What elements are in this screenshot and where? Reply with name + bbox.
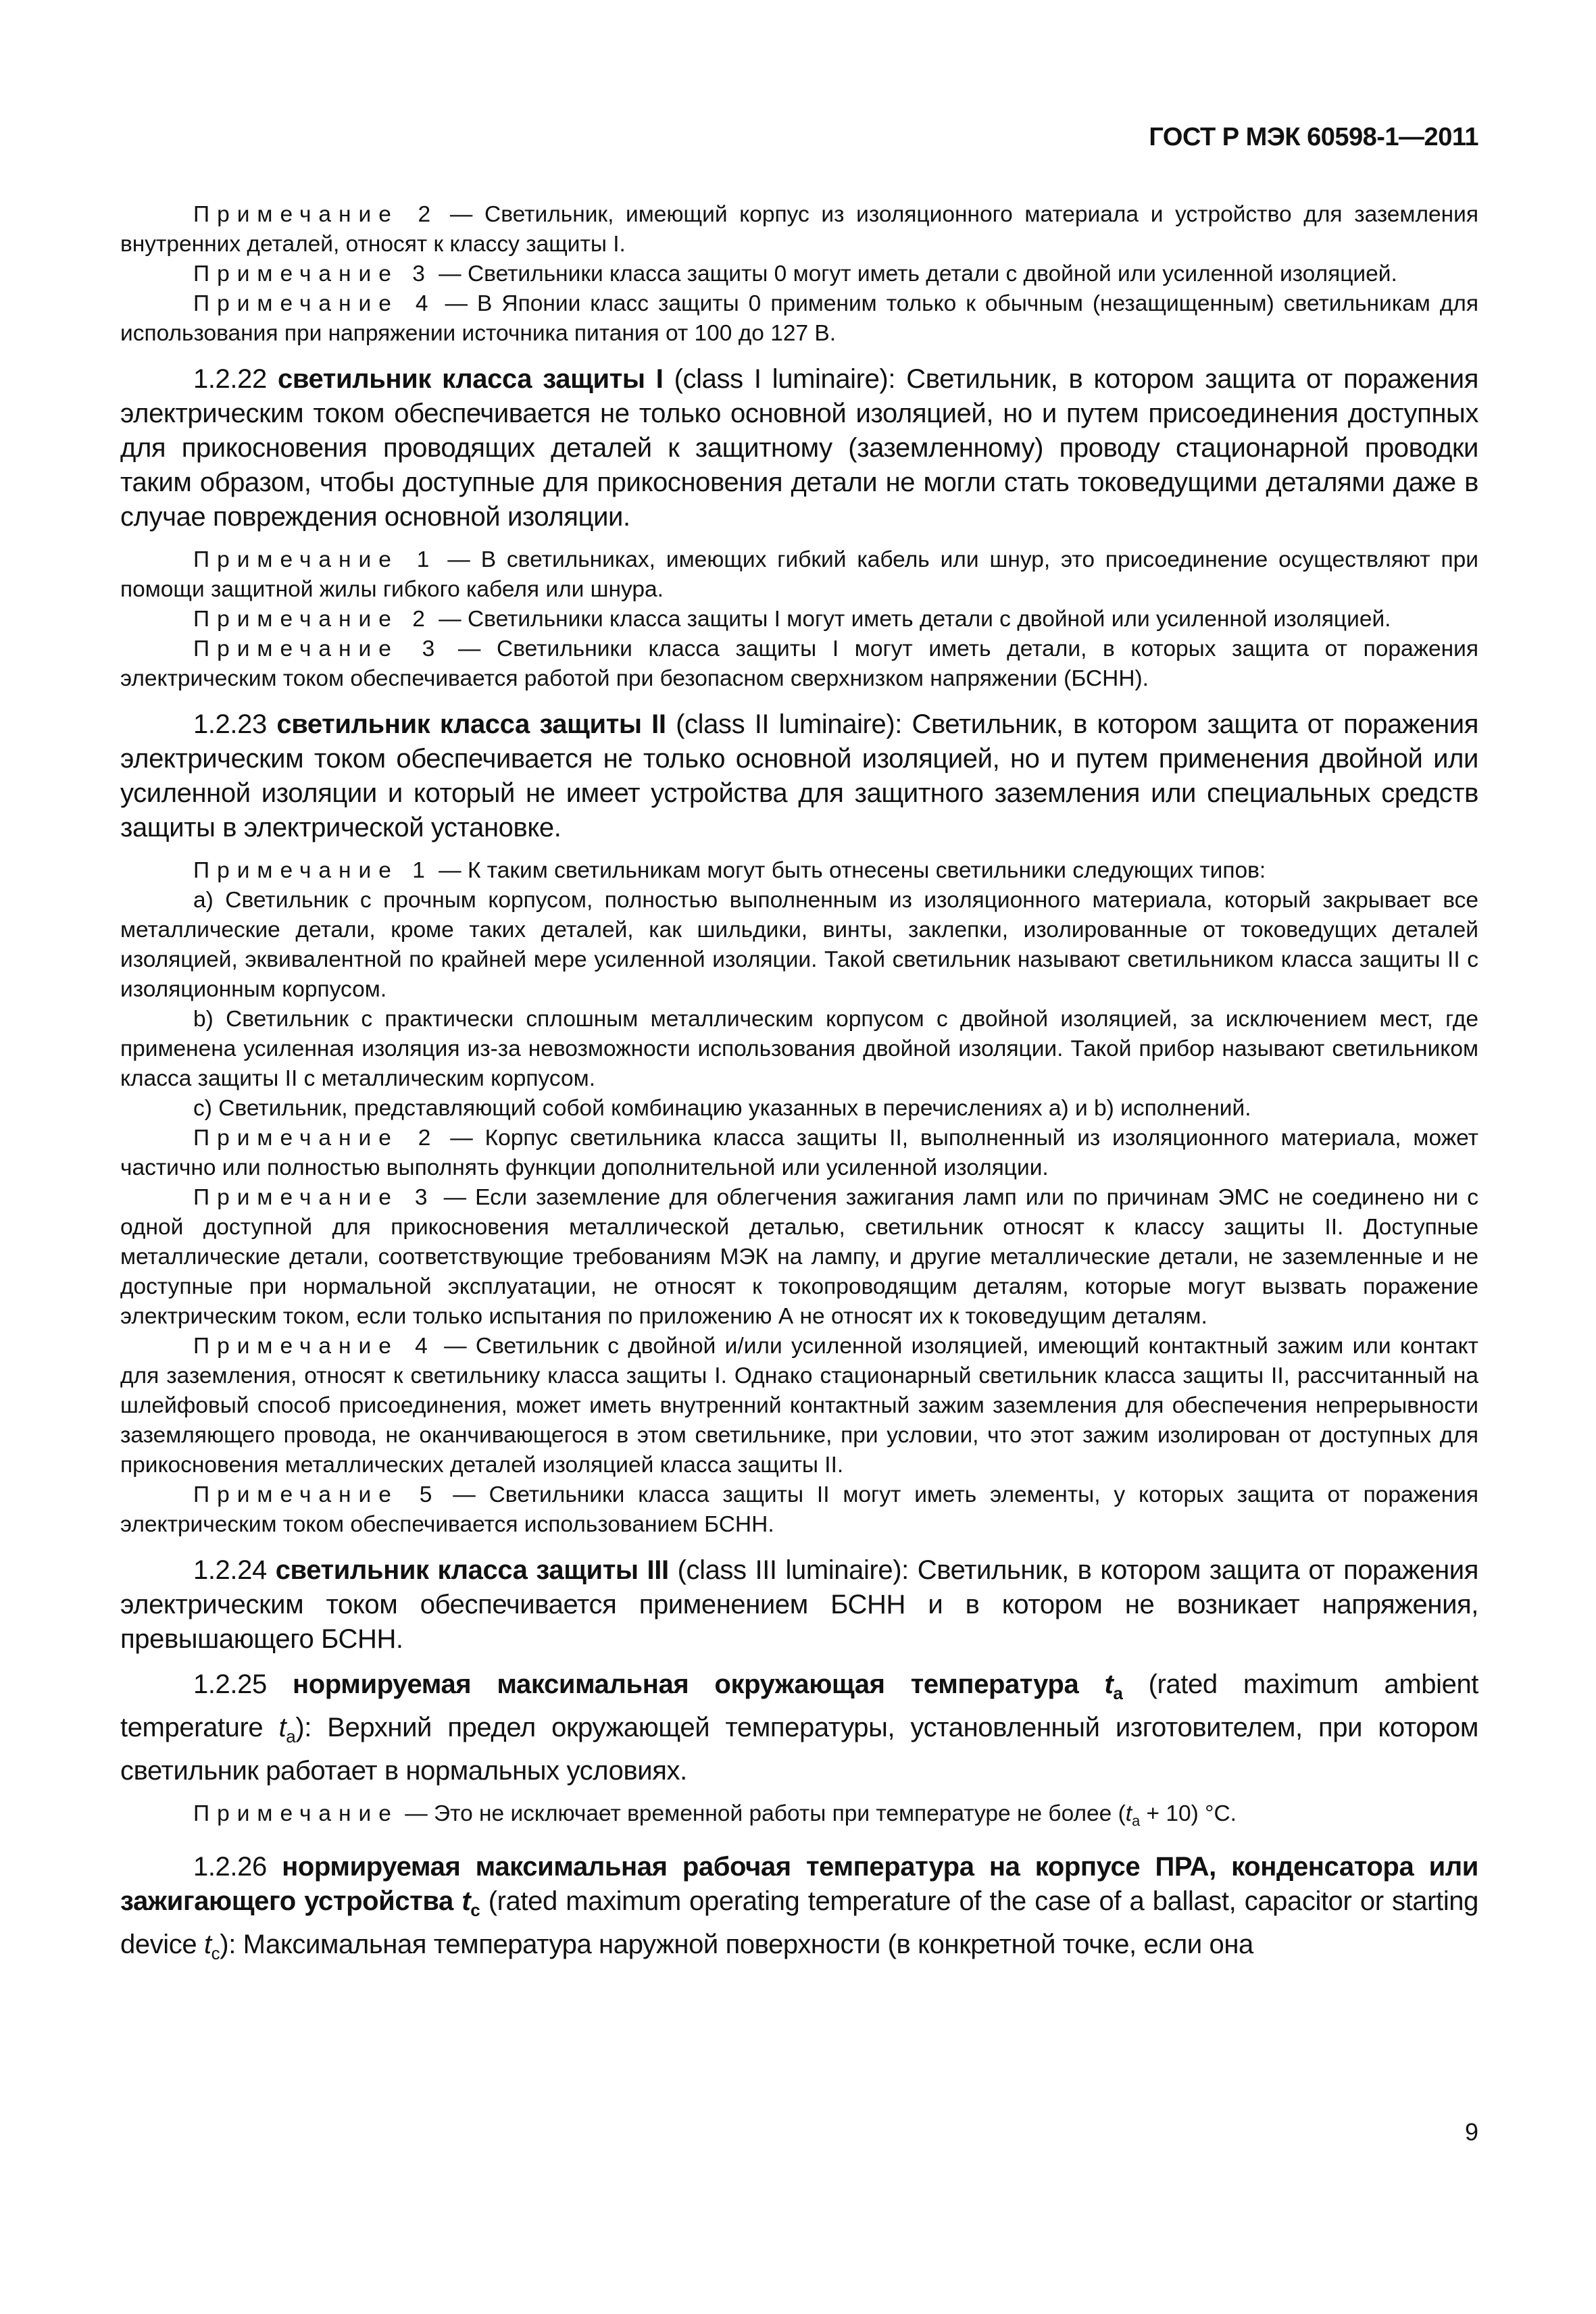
note-label: Примечание 4 (193, 1334, 435, 1359)
note-label: Примечание 3 (193, 1185, 435, 1210)
note (120, 1480, 1478, 1540)
note (120, 1183, 1478, 1332)
note-text: — К таким светильникам могут быть отнесены светильники следующих типов: (432, 858, 1266, 883)
symbol: t (203, 1929, 211, 1959)
note-text: — Если заземление для облегчения зажигания ламп или по причинам ЭМС не соединено ни с одной доступной для прикосновения металлической деталью, светильник относят к классу защиты II. Доступные металлические детали, соответствующие требованиям МЭК на лампу, и другие металлические детали, не заземленные и не доступные при нормальной эксплуатации, не относят к токопроводящим деталям, которые могут вызвать поражение электрическим током, если только испытания по приложению А не относят их к токоведущим деталям. (120, 1185, 1478, 1329)
note-label: Примечание (193, 1801, 399, 1826)
clause-term: светильник класса защиты III (275, 1555, 669, 1585)
symbol-subscript: c (211, 1942, 220, 1963)
clause-term: светильник класса защиты I (277, 364, 664, 394)
note (120, 200, 1478, 259)
symbol: t (1104, 1669, 1114, 1699)
note-label: Примечание 1 (193, 858, 432, 883)
note (120, 545, 1478, 605)
clause-term: светильник класса защиты II (276, 709, 666, 739)
note (120, 605, 1478, 634)
note-text: — Светильники класса защиты 0 могут иметь детали с двойной или усиленной изоляцией. (432, 261, 1397, 286)
clause-number: 1.2.25 (193, 1669, 293, 1699)
clause-1-2-23 (120, 707, 1478, 845)
note (120, 1332, 1478, 1480)
clause-number: 1.2.26 (193, 1851, 282, 1882)
clause-definition: (rated maximum operating temperature of the case of a ballast, capacitor or starting device (120, 1886, 1478, 1959)
note-label: Примечание 3 (193, 261, 432, 286)
list-item-c: с) Светильник, представляющий собой комбинацию указанных в перечислениях а) и b) исполнений. (193, 1096, 1251, 1121)
note (120, 289, 1478, 349)
clause-1-2-25 (120, 1667, 1478, 1788)
note-label: Примечание 2 (193, 202, 439, 227)
symbol-subscript: a (286, 1726, 296, 1746)
clause-term-text: нормируемая максимальная рабочая температура на корпусе ПРА, конденсатора или зажигающего устройства (120, 1851, 1478, 1916)
note (120, 634, 1478, 694)
clause-1-2-22 (120, 362, 1478, 534)
note-text: — Светильники класса защиты I могут иметь детали с двойной или усиленной изоляцией. (432, 607, 1391, 632)
note (120, 1124, 1478, 1183)
symbol: t (1125, 1801, 1132, 1826)
list-item-b: b) Светильник с практически сплошным металлическим корпусом с двойной изоляцией, за исключением мест, где применена усиленная изоляция из-за невозможности использования двойной изоляции. Такой прибор называют светильником класса защиты II с металлическим корпусом. (120, 1007, 1478, 1091)
clause-definition-cont: ): Максимальная температура наружной поверхности (в конкретной точке, если она (220, 1929, 1253, 1959)
document-body (120, 200, 1478, 1982)
note-text-cont: + 10) °С. (1140, 1801, 1237, 1826)
clause-1-2-26 (120, 1850, 1478, 1971)
clause-number: 1.2.24 (193, 1555, 276, 1585)
symbol-subscript: a (1113, 1683, 1123, 1703)
note-label: Примечание 4 (193, 291, 436, 316)
note-text: — Светильник с двойной и/или усиленной изоляцией, имеющий контактный зажим или контакт для заземления, относят к светильнику класса защиты I. Однако стационарный светильник класса защиты II, рассчитанный на шлейфовый способ присоединения, может иметь внутренний контактный зажим заземления для обеспечения непрерывности заземляющего провода, не оканчивающегося в этом светильнике, при условии, что этот зажим изолирован от доступных для прикосновения металлических деталей изоляцией класса защиты II. (120, 1334, 1478, 1478)
symbol: t (278, 1713, 286, 1742)
clause-definition: (rated maximum ambient temperature (120, 1669, 1479, 1742)
clause-definition: (class I luminaire): Светильник, в котором защита от поражения электрическим током обеспечивается не только основной изоляцией, но и путем присоединения доступных для прикосновения проводящих деталей к защитному (заземленному) проводу стационарной проводки таким образом, чтобы доступные для прикосновения детали не могли стать токоведущими деталями даже в случае повреждения основной изоляции. (120, 364, 1478, 532)
clause-definition: (class II luminaire): Светильник, в котором защита от поражения электрическим током обеспечивается не только основной изоляцией, но и путем применения двойной или усиленной изоляции и который не имеет устройства для защитного заземления или специальных средств защиты в электрической установке. (120, 709, 1478, 842)
note-text: — Это не исключает временной работы при температуре не более ( (398, 1801, 1126, 1826)
note-label: Примечание 2 (193, 1126, 439, 1151)
note (120, 259, 1478, 289)
note-text: — Светильники класса защиты II могут иметь элементы, у которых защита от поражения электрическим током обеспечивается использованием БСНН. (120, 1482, 1479, 1537)
note-text: — Светильники класса защиты I могут иметь детали, в которых защита от поражения электрическим током обеспечивается работой при безопасном сверхнизком напряжении (БСНН). (120, 636, 1478, 691)
document-header: ГОСТ Р МЭК 60598-1—2011 (1149, 123, 1478, 151)
clause-1-2-24 (120, 1553, 1478, 1657)
clause-term-text: нормируемая максимальная окружающая температура (292, 1669, 1079, 1699)
clause-definition: (class III luminaire): Светильник, в котором защита от поражения электрическим током обеспечивается применением БСНН и в котором не возникает напряжения, превышающего БСНН. (120, 1555, 1478, 1654)
note-text: — Светильник, имеющий корпус из изоляционного материала и устройство для заземления внутренних деталей, относят к классу защиты I. (120, 202, 1478, 257)
list-item-a: а) Светильник с прочным корпусом, полностью выполненным из изоляционного материала, который закрывает все металлические детали, кроме таких деталей, как шильдики, винты, заклепки, изолированные от токоведущих деталей изоляцией, эквивалентной по крайней мере усиленной изоляции. Такой светильник называют светильником класса защиты II с изоляционным корпусом. (120, 888, 1478, 1002)
note-label: Примечание 5 (193, 1482, 440, 1507)
note-label: Примечание 2 (193, 607, 432, 632)
symbol-subscript: c (470, 1899, 480, 1920)
clause-number: 1.2.22 (193, 364, 278, 394)
note-label: Примечание 1 (193, 547, 437, 572)
note-text: — В Японии класс защиты 0 применим только к обычным (незащищенным) светильникам для использования при напряжении источника питания от 100 до 127 В. (120, 291, 1478, 346)
note (120, 856, 1478, 886)
symbol-subscript: a (1132, 1812, 1141, 1830)
clause-number: 1.2.23 (193, 709, 277, 739)
note-label: Примечание 3 (193, 636, 443, 661)
symbol: t (462, 1886, 471, 1916)
note (120, 1799, 1478, 1836)
clause-term (292, 1669, 1123, 1703)
note-text: — В светильниках, имеющих гибкий кабель или шнур, это присоединение осуществляют при помощи защитной жилы гибкого кабеля или шнура. (120, 547, 1478, 602)
clause-definition-cont: ): Верхний предел окружающей температуры, установленный изготовителем, при котором светильник работает в нормальных условиях. (120, 1713, 1478, 1786)
note-text: — Корпус светильника класса защиты II, выполненный из изоляционного материала, может частично или полностью выполнять функции дополнительной или усиленной изоляции. (120, 1126, 1478, 1180)
page-number: 9 (1464, 2118, 1478, 2146)
